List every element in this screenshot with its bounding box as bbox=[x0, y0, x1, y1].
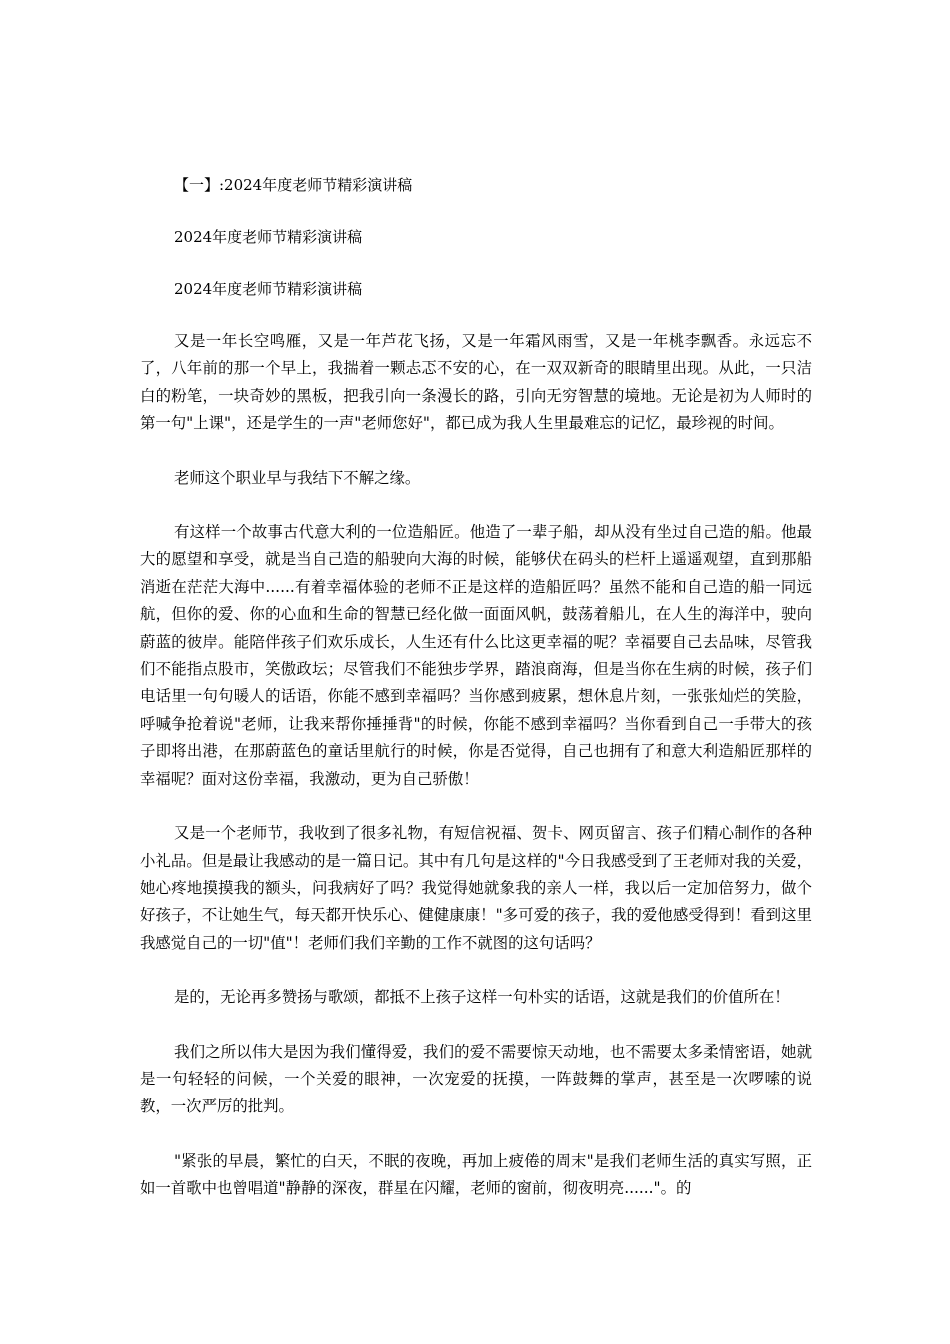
paragraph: 是的，无论再多赞扬与歌颂，都抵不上孩子这样一句朴实的话语，这就是我们的价值所在！ bbox=[174, 988, 790, 1007]
paragraph: 又是一年长空鸣雁，又是一年芦花飞扬，又是一年霜风雨雪，又是一年桃李飘香。永远忘不了，八年前的那一个早上，我揣着一颗忐忑不安的心，在一双双新奇的眼睛里出现。从此，一只洁白的粉笔，一块奇妙的黑板，把我引向一条漫长的路，引向无穷智慧的境地。无论是初为人师时的第一句"上课"，还是学生的一声"老师您好"，都已成为我人生里最难忘的记忆，最珍视的时间。 bbox=[140, 332, 812, 433]
section-heading: 【一】:2024年度老师节精彩演讲稿 bbox=[174, 176, 413, 194]
paragraph: 老师这个职业早与我结下不解之缘。 bbox=[174, 468, 421, 487]
document-page bbox=[140, 172, 812, 1230]
paragraph: "紧张的早晨，繁忙的白天，不眠的夜晚，再加上疲倦的周末"是我们老师生活的真实写照，正如一首歌中也曾唱道"静静的深夜，群星在闪耀，老师的窗前，彻夜明亮......"。的 bbox=[140, 1151, 812, 1198]
paragraph: 又是一个老师节，我收到了很多礼物，有短信祝福、贺卡、网页留言、孩子们精心制作的各种小礼品。但是最让我感动的是一篇日记。其中有几句是这样的"今日我感受到了王老师对我的关爱，她心疼地摸摸我的额头，问我病好了吗？我觉得她就象我的亲人一样，我以后一定加倍努力，做个好孩子，不让她生气，每天都开快乐心、健健康康！"多可爱的孩子，我的爱他感受得到！看到这里我感觉自己的一切"值"！老师们我们辛勤的工作不就图的这句话吗？ bbox=[140, 824, 812, 952]
document-subtitle: 2024年度老师节精彩演讲稿 bbox=[174, 280, 363, 298]
document-title: 2024年度老师节精彩演讲稿 bbox=[174, 228, 363, 246]
paragraph: 有这样一个故事古代意大利的一位造船匠。他造了一辈子船，却从没有坐过自己造的船。他最大的愿望和享受，就是当自己造的船驶向大海的时候，能够伏在码头的栏杆上遥遥观望，直到那船消逝在茫茫大海中......有着幸福体验的老师不正是这样的造船匠吗？虽然不能和自己造的船一同远航，但你的爱、你的心血和生命的智慧已经化做一面面风帆，鼓荡着船儿，在人生的海洋中，驶向蔚蓝的彼岸。能陪伴孩子们欢乐成长，人生还有什么比这更幸福的呢？幸福要自己去品味，尽管我们不能指点股市，笑傲政坛；尽管我们不能独步学界，踏浪商海，但是当你在生病的时候，孩子们电话里一句句暖人的话语，你能不感到幸福吗？当你感到疲累，想休息片刻，一张张灿烂的笑脸，呼喊争抢着说"老师，让我来帮你捶捶背"的时候，你能不感到幸福吗？当你看到自己一手带大的孩子即将出港，在那蔚蓝色的童话里航行的时候，你是否觉得，自己也拥有了和意大利造船匠那样的幸福呢？面对这份幸福，我激动，更为自己骄傲！ bbox=[140, 523, 812, 788]
paragraph: 我们之所以伟大是因为我们懂得爱，我们的爱不需要惊天动地，也不需要太多柔情密语，她就是一句轻轻的问候，一个关爱的眼神，一次宠爱的抚摸，一阵鼓舞的掌声，甚至是一次啰嗦的说教，一次严厉的批判。 bbox=[140, 1042, 812, 1116]
